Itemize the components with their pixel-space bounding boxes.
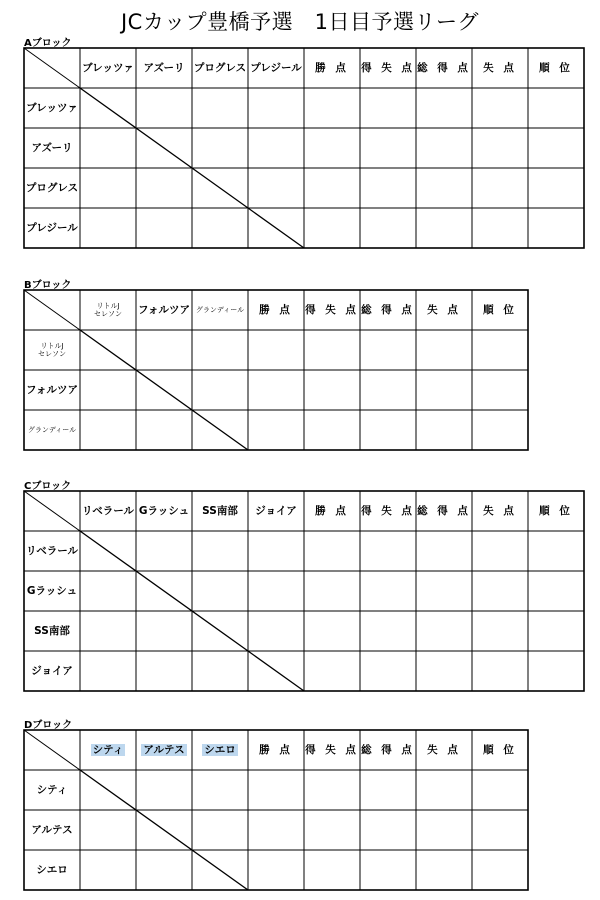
block-d-col-team	[80, 730, 136, 770]
block-c-stat-header	[416, 491, 472, 531]
block-c-stat-header	[472, 491, 528, 531]
block-a-table	[24, 48, 584, 248]
block-d-stat-header-text: 失 点	[427, 743, 461, 756]
block-a-row-team	[24, 168, 80, 208]
block-d-col-team	[136, 730, 192, 770]
block-d-stat-header-text: 得 失 点	[305, 743, 359, 756]
block-a-stat-header-text: 勝 点	[315, 61, 349, 74]
block-b-row-team	[24, 410, 80, 450]
block-d-label: Dブロック	[24, 720, 73, 731]
block-c-row-team-text: リベラール	[25, 544, 79, 557]
block-d-row-team	[24, 810, 80, 850]
block-a-stat-header-text: 失 点	[483, 61, 517, 74]
block-b-row-team	[24, 370, 80, 410]
page-title: JCカップ豊橋予選 1日目予選リーグ	[120, 10, 479, 34]
block-a-row-team-text: プログレス	[25, 181, 79, 194]
block-a-col-team-text: アズーリ	[143, 61, 185, 74]
block-c-col-team	[136, 491, 192, 531]
block-b-stat-header	[416, 290, 472, 330]
block-b-stat-header-text: 失 点	[427, 303, 461, 316]
block-d-stat-header	[416, 730, 472, 770]
block-b-stat-header	[360, 290, 416, 330]
block-a-col-team-text: プログレス	[193, 61, 247, 74]
block-b-stat-header	[472, 290, 528, 330]
block-c-stat-header-text: 順 位	[539, 504, 573, 517]
self-match-diagonal	[80, 330, 248, 450]
block-a-col-team	[80, 48, 136, 88]
block-c-stat-header-text: 失 点	[483, 504, 517, 517]
block-d-col-team-text: アルテス	[143, 743, 185, 756]
block-d-row-team-text: シティ	[36, 783, 68, 796]
block-c-row-team	[24, 571, 80, 611]
block-c-stat-header	[528, 491, 584, 531]
block-c-row-team	[24, 611, 80, 651]
self-match-diagonal	[80, 770, 248, 890]
block-c-col-team-text: リベラール	[81, 504, 135, 517]
block-a-row-team	[24, 208, 80, 248]
block-c-col-team-text: SS南部	[202, 504, 238, 517]
block-c-stat-header-text: 勝 点	[315, 504, 349, 517]
block-c-stat-header	[360, 491, 416, 531]
block-d-stat-header-text: 勝 点	[259, 743, 293, 756]
block-c-col-team	[248, 491, 304, 531]
block-a-stat-header-text: 得 失 点	[361, 61, 415, 74]
block-a-stat-header	[416, 48, 472, 88]
block-c-row-team-text: SS南部	[34, 624, 70, 637]
block-a-row-team-text: プレジール	[26, 221, 78, 234]
block-b-col-team	[192, 290, 248, 330]
block-b-col-team-text: リトルJ セレソン	[94, 301, 122, 318]
block-d-stat-header	[472, 730, 528, 770]
block-a-col-team	[136, 48, 192, 88]
block-c-row-team-text: ジョイア	[31, 664, 73, 677]
block-c-label: Cブロック	[24, 481, 72, 492]
block-a-col-team	[248, 48, 304, 88]
block-d-stat-header	[304, 730, 360, 770]
block-b-stat-header-text: 勝 点	[259, 303, 293, 316]
block-b-col-team	[80, 290, 136, 330]
block-d-row-team-text: アルテス	[31, 823, 73, 836]
corner-diagonal	[24, 730, 80, 770]
block-b-stat-header	[248, 290, 304, 330]
block-a-row-team-text: ブレッツァ	[26, 101, 78, 114]
corner-diagonal	[24, 290, 80, 330]
block-c-col-team	[192, 491, 248, 531]
block-a-stat-header-text: 順 位	[539, 61, 573, 74]
block-c-row-team	[24, 651, 80, 691]
block-c-col-team-text: ジョイア	[255, 504, 297, 517]
block-a-label: Aブロック	[24, 38, 72, 49]
block-b-col-team-text: フォルツア	[138, 303, 190, 316]
block-a-row-team	[24, 88, 80, 128]
block-b-stat-header-text: 順 位	[483, 303, 517, 316]
block-a-stat-header	[472, 48, 528, 88]
block-b-col-team	[136, 290, 192, 330]
block-b-table	[24, 290, 528, 450]
block-d-col-team-text: シエロ	[204, 743, 236, 756]
block-d-row-team-text: シエロ	[36, 863, 68, 876]
block-a-col-team	[192, 48, 248, 88]
block-a-row-team-text: アズーリ	[31, 141, 73, 154]
block-a-stat-header-text: 総 得 点	[417, 61, 471, 74]
block-b-stat-header-text: 得 失 点	[305, 303, 359, 316]
block-b-label: Bブロック	[24, 280, 72, 291]
block-d-col-team-text: シティ	[92, 743, 124, 756]
block-b-row-team-text: フォルツア	[26, 383, 78, 396]
block-d-col-team	[192, 730, 248, 770]
block-d-table	[24, 730, 528, 890]
block-a-col-team-text: プレジール	[250, 61, 302, 74]
block-b-stat-header-text: 総 得 点	[361, 303, 415, 316]
block-c-stat-header	[304, 491, 360, 531]
block-d-stat-header	[248, 730, 304, 770]
block-c-table	[24, 491, 584, 691]
block-c-stat-header-text: 得 失 点	[361, 504, 415, 517]
block-b-row-team	[24, 330, 80, 370]
block-d-row-team	[24, 770, 80, 810]
block-a-stat-header	[528, 48, 584, 88]
block-c-col-team-text: Gラッシュ	[138, 504, 190, 517]
block-b-col-team-text: グランディール	[195, 305, 245, 314]
block-b-row-team-text: グランディール	[27, 425, 77, 434]
block-a-row-team	[24, 128, 80, 168]
corner-diagonal	[24, 48, 80, 88]
block-a-stat-header	[304, 48, 360, 88]
block-d-stat-header	[360, 730, 416, 770]
block-a-stat-header	[360, 48, 416, 88]
corner-diagonal	[24, 491, 80, 531]
block-c-row-team	[24, 531, 80, 571]
block-d-row-team	[24, 850, 80, 890]
block-b-stat-header	[304, 290, 360, 330]
block-d-stat-header-text: 順 位	[483, 743, 517, 756]
block-a-col-team-text: ブレッツァ	[82, 61, 134, 74]
block-c-row-team-text: Gラッシュ	[26, 584, 78, 597]
block-b-row-team-text: リトルJ セレソン	[38, 341, 66, 358]
block-c-col-team	[80, 491, 136, 531]
block-d-stat-header-text: 総 得 点	[361, 743, 415, 756]
block-c-stat-header-text: 総 得 点	[417, 504, 471, 517]
